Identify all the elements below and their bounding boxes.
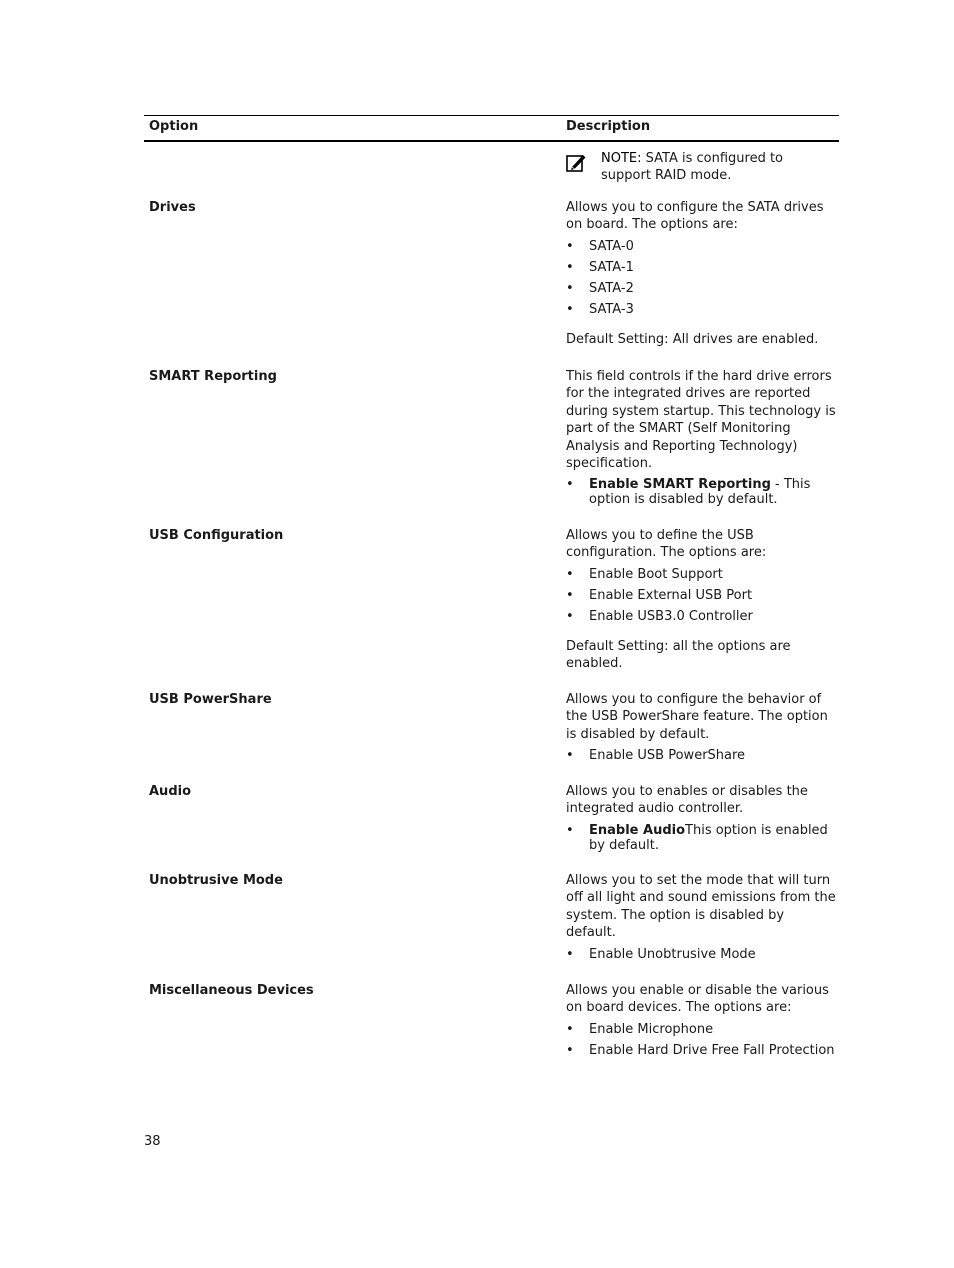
table-header-rule xyxy=(144,140,839,142)
table-top-rule xyxy=(144,115,839,116)
description-intro: Allows you to enables or disables the integrated audio controller. xyxy=(566,784,808,817)
row-label-unobtrusive-mode: Unobtrusive Mode xyxy=(149,873,283,888)
default-setting: Default Setting: All drives are enabled. xyxy=(566,331,819,347)
note-label: NOTE: xyxy=(601,151,642,166)
list-item: • Enable SMART Reporting - This option is disabled by default. xyxy=(566,477,811,508)
bullet-icon: • xyxy=(566,259,574,275)
description-intro: Allows you to set the mode that will turn off all light and sound emissions from the system. The option is disabled by default. xyxy=(566,873,836,941)
list-item: • Enable AudioThis option is enabled by default. xyxy=(566,822,828,853)
description-intro: Allows you to configure the behavior of the USB PowerShare feature. The option is disabled by default. xyxy=(566,692,828,742)
description-intro: Allows you to define the USB configuration. The options are: xyxy=(566,528,767,561)
bullet-icon: • xyxy=(566,301,574,317)
row-label-usb-powershare: USB PowerShare xyxy=(149,692,272,707)
description-intro: Allows you enable or disable the various on board devices. The options are: xyxy=(566,983,829,1016)
default-setting: Default Setting: all the options are enabled. xyxy=(566,638,791,672)
column-header-option: Option xyxy=(149,119,199,134)
row-label-audio: Audio xyxy=(149,784,192,799)
list-item: • SATA-3 xyxy=(566,301,634,317)
bullet-icon: • xyxy=(566,1042,574,1058)
list-item: • Enable Boot Support xyxy=(566,566,723,582)
list-item: • SATA-1 xyxy=(566,259,634,275)
row-description-usb-configuration xyxy=(566,527,838,673)
bullet-icon: • xyxy=(566,477,574,493)
row-description-smart-reporting xyxy=(566,368,838,507)
page-number: 38 xyxy=(144,1134,161,1149)
bullet-icon: • xyxy=(566,238,574,254)
bullet-icon: • xyxy=(566,946,574,962)
description-intro: Allows you to configure the SATA drives on board. The options are: xyxy=(566,200,824,233)
option-list xyxy=(566,477,838,507)
row-description-drives xyxy=(566,199,838,348)
option-list xyxy=(566,748,838,763)
description-intro: This field controls if the hard drive errors for the integrated drives are reported during system startup. This technology is part of the SMART (Self Monitoring Analysis and Reporting Technology) specification. xyxy=(566,369,836,472)
list-item: • Enable USB3.0 Controller xyxy=(566,608,753,624)
row-description-audio xyxy=(566,783,838,853)
bullet-icon: • xyxy=(566,748,574,764)
list-item: • Enable USB PowerShare xyxy=(566,748,746,764)
option-list xyxy=(566,1022,838,1058)
row-label-drives: Drives xyxy=(149,200,196,215)
bullet-icon: • xyxy=(566,822,574,838)
bullet-icon: • xyxy=(566,587,574,603)
list-item: • Enable Microphone xyxy=(566,1021,714,1037)
row-label-smart-reporting: SMART Reporting xyxy=(149,369,277,384)
bullet-icon: • xyxy=(566,1021,574,1037)
column-header-description: Description xyxy=(566,119,651,134)
list-item: • Enable External USB Port xyxy=(566,587,753,603)
row-label-usb-configuration: USB Configuration xyxy=(149,528,284,543)
bullet-icon: • xyxy=(566,280,574,296)
row-label-miscellaneous-devices: Miscellaneous Devices xyxy=(149,983,314,998)
list-item: • SATA-2 xyxy=(566,280,634,296)
pencil-note-icon xyxy=(566,153,586,173)
option-list xyxy=(566,239,838,317)
option-list xyxy=(566,947,838,962)
note-text xyxy=(601,150,811,185)
note-body: SATA is configured to support RAID mode. xyxy=(601,151,784,184)
option-list xyxy=(566,823,838,853)
row-description-miscellaneous-devices xyxy=(566,982,838,1058)
bullet-icon: • xyxy=(566,566,574,582)
list-item: • Enable Unobtrusive Mode xyxy=(566,946,756,962)
row-description-unobtrusive-mode xyxy=(566,872,838,962)
bullet-icon: • xyxy=(566,608,574,624)
list-item: • SATA-0 xyxy=(566,238,634,254)
option-list xyxy=(566,567,838,624)
list-item: • Enable Hard Drive Free Fall Protection xyxy=(566,1042,835,1058)
row-description-usb-powershare xyxy=(566,691,838,763)
